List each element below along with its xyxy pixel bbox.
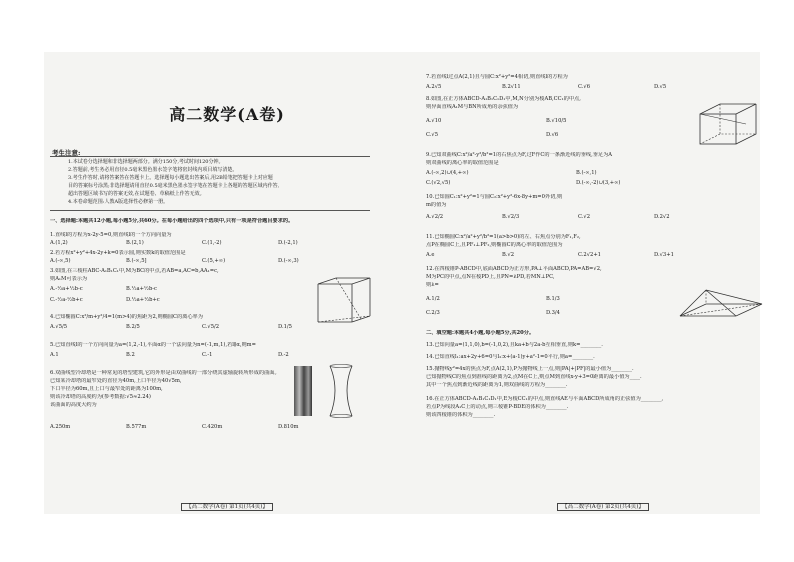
question-10-options [426, 214, 776, 221]
option: C.(5,+∞) [202, 258, 226, 264]
option: C.√6 [578, 84, 591, 90]
question-3-option: B.½a+½b-c [126, 286, 157, 292]
option: C.-1 [202, 352, 213, 358]
section-heading: 一、选择题:本题共12小题,每小题5分,共60分。在每小题给出的四个选项中,只有一项是符合题目要求的。 [50, 218, 294, 224]
question-9-option: B.(-∞,1) [576, 170, 597, 176]
question-8-cont: 则异面直线A₁M与BN所成角的余弦值为 [426, 104, 519, 110]
question-6-line: 下口半径为60m,且上口与最窄处的距离为100m, [50, 386, 163, 392]
question-10-cont: m的值为 [426, 202, 447, 208]
option: A.(1,2) [50, 240, 68, 246]
question-9-option: D.(-∞,-2)∪(3,+∞) [576, 180, 621, 186]
option: B.2/5 [126, 324, 140, 330]
option: D.-2 [278, 352, 289, 358]
question-4-options [50, 324, 400, 331]
hyperboloid-figure [326, 364, 356, 420]
page-footer [426, 502, 780, 510]
question-16: 16.在正方体ABCD-A₁B₁C₁D₁中,E为棱CC₁的中点,则直线AE与平面ABCD所成角的正弦值为________, [426, 396, 664, 402]
question-1-options [50, 240, 400, 247]
option: B.577m [126, 424, 147, 430]
question-12-cont: 则λ= [426, 282, 439, 288]
option: A.√5/5 [50, 324, 68, 330]
option: D.√3+1 [654, 252, 674, 258]
notice-list [68, 158, 388, 206]
question-9-cont: 则双曲线的离心率的取值范围是 [426, 160, 499, 166]
question-3-option: D.½a+½b+c [126, 297, 160, 303]
option: A.e [426, 252, 435, 258]
option: A.2√5 [426, 84, 442, 90]
question-8-option: C.√5 [426, 132, 439, 138]
cooling-tower-photo [294, 366, 312, 416]
option: A.1 [50, 352, 59, 358]
option: D.1/5 [278, 324, 292, 330]
question-12-option: D.3/4 [546, 310, 560, 316]
question-8-option: A.√10 [426, 118, 442, 124]
question-5-options [50, 352, 400, 359]
question-13: 13.已知向量a=(1,1,0),b=(-1,0,2),且ka+b与2a-b互相垂直,则k=________. [426, 342, 603, 348]
question-4: 4.已知椭圆C:x²/m+y²/4=1(m>4)的焦距为2,则椭圆C的离心率为 [50, 314, 203, 320]
page-1 [50, 52, 404, 514]
notice-divider [50, 156, 370, 157]
question-8-option: D.√6 [546, 132, 559, 138]
question-15: 15.抛物线y²=4x的焦点为F,点A(2,1),P为抛物线上一点,则|PA|+|PF|的最小值为________. [426, 366, 634, 372]
option: D.(-∞,3) [278, 258, 299, 264]
option: C.420m [202, 424, 223, 430]
footer-label: 【高二数学(A卷) 第1页(共4页)】 [181, 503, 273, 511]
question-11: 11.已知椭圆C:x²/a²+y²/b²=1(a>b>0)的左、右焦点分别为F₁,F₂, [426, 234, 581, 240]
question-3-option: C.-½a-½b+c [50, 297, 83, 303]
page-2 [426, 52, 780, 514]
notice-item: 2.答题前,考生务必用直径0.5毫米黑色墨水签字笔将密封线内项目填写清楚。 [68, 167, 238, 173]
option: A.250m [50, 424, 71, 430]
question-12-cont: M为PC的中点,点N在棱PD上,且PN=λPD,若MN⊥PC, [426, 274, 555, 280]
question-15-line: 已知抛物线C的焦点到准线的距离为2,点M在C上,则点M到直线x-y+3=0距离的最小值为____. [426, 374, 642, 380]
notice-item: 3.考生作答时,请将答案答在答题卡上。选择题每小题选出答案后,用2B铅笔把答题卡上对应题 [68, 175, 273, 181]
option: D.2√2 [654, 214, 670, 220]
question-12-option: C.2/3 [426, 310, 440, 316]
cube-figure [696, 100, 762, 148]
notice-item: 目的答案标号涂黑;非选择题请用直径0.5毫米黑色墨水签字笔在答题卡上各题的答题区域内作答, [68, 183, 280, 189]
page-footer [50, 502, 404, 510]
question-3-option: A.-½a+½b-c [50, 286, 83, 292]
notice-item: 1.本试卷分选择题和非选择题两部分。满分150分,考试时间120分钟。 [68, 159, 224, 165]
question-14: 14.已知直线l₁:ax+2y+6=0与l₂:x+(a-1)y+a²-1=0平行,则a=________. [426, 354, 595, 360]
option: D.810m [278, 424, 299, 430]
option: B.√2/3 [502, 214, 520, 220]
option: D.(-2,1) [278, 240, 298, 246]
pyramid-figure [676, 286, 768, 326]
question-12: 12.在四棱锥P-ABCD中,底面ABCD为正方形,PA⊥平面ABCD,PA=AB=√2, [426, 266, 602, 272]
question-7-options [426, 84, 776, 91]
option: B.√2 [502, 252, 515, 258]
question-8-option: B.√10/5 [546, 118, 567, 124]
question-6-line: 已知某冷却塔的最窄处的直径为40m,上口半径为40√5m, [50, 378, 182, 384]
question-10: 10.已知圆C₁:x²+y²=1与圆C₂:x²+y²-6x-8y+m=0外切,则 [426, 194, 563, 200]
option: A.(-∞,5) [50, 258, 71, 264]
notice-item: 4.本卷命题范围:人教A版选择性必修第一册。 [68, 199, 169, 205]
notice-heading: 考生注意: [52, 149, 81, 157]
question-2-options [50, 258, 400, 265]
option: C.√2 [578, 214, 591, 220]
option: B.2 [126, 352, 135, 358]
question-7: 7.若直线l过点A(2,1)且与圆C:x²+y²=4相切,则直线l的方程为 [426, 74, 568, 80]
question-3-cont: 则A₁M可表示为 [50, 276, 88, 282]
question-1: 1.直线l的方程为x-2y-5=0,则直线l的一个方向向量为 [50, 232, 172, 238]
question-15-line: 其中一个焦点到渐近线的距离为1,则双曲线的方程为________. [426, 382, 568, 388]
option: C.(1,-2) [202, 240, 222, 246]
question-9: 9.已知双曲线C:x²/a²-y²/b²=1的右焦点为F,过F作C的一条渐近线的垂线,垂足为A [426, 152, 613, 158]
question-3: 3.如图,在三棱柱ABC-A₁B₁C₁中,M为BC的中点,若AB=a,AC=b,AA₁=c, [50, 268, 219, 274]
option: C.2√2+1 [578, 252, 601, 258]
option: B.2√11 [502, 84, 521, 90]
question-16-line: 若点P为线段A₁C上的动点,则三棱锥P-BDE的体积为________. [426, 404, 569, 410]
question-11-options [426, 252, 776, 259]
footer-label: 【高二数学(A卷) 第2页(共4页)】 [557, 503, 649, 511]
option: B.(-∞,5] [126, 258, 147, 264]
question-6-options [50, 424, 400, 431]
option: A.√2/2 [426, 214, 444, 220]
option: D.√5 [654, 84, 667, 90]
question-16-line: 则该四棱锥的体积为________. [426, 412, 496, 418]
notice-divider-bottom [50, 210, 370, 211]
question-5: 5.已知直线l的一个方向向量为a=(1,2,-1),平面α的一个法向量为n=(-1,m,1),若l∥α,则m= [50, 342, 256, 348]
question-6-line: 该曲面的高度大约为 [50, 402, 97, 408]
question-6-line: 则该冷却塔的高度约为(参考数据:√5≈2.24) [50, 394, 151, 400]
exam-sheet [44, 52, 760, 514]
question-12-option: A.1/2 [426, 296, 440, 302]
exam-title: 高二数学(A卷) [169, 105, 285, 124]
question-9-option: A.(-∞,2)∪(4,+∞) [426, 170, 469, 176]
question-8: 8.如图,在正方体ABCD-A₁B₁C₁D₁中,M,N分别为棱AB,CC₁的中点, [426, 96, 581, 102]
section-heading: 二、填空题:本题共4小题,每小题5分,共20分。 [426, 330, 535, 336]
question-11-cont: 点P在椭圆C上,且PF₁⊥PF₂,则椭圆C的离心率的取值范围为 [426, 242, 563, 248]
option: C.√5/2 [202, 324, 220, 330]
question-6: 6.双曲线型冷却塔是一种常见的塔型建筑,它的外形是由双曲线的一部分绕其虚轴旋转所形成的曲面。 [50, 370, 280, 376]
option: B.(2,1) [126, 240, 144, 246]
question-9-option: C.(√2,√5) [426, 180, 451, 186]
notice-item: 超出答题区域书写的答案无效,在试题卷、草稿纸上作答无效。 [68, 191, 205, 197]
question-12-option: B.1/3 [546, 296, 560, 302]
question-2: 2.若方程x²+y²+4x-2y+k=0表示圆,则实数k的取值范围是 [50, 250, 186, 256]
